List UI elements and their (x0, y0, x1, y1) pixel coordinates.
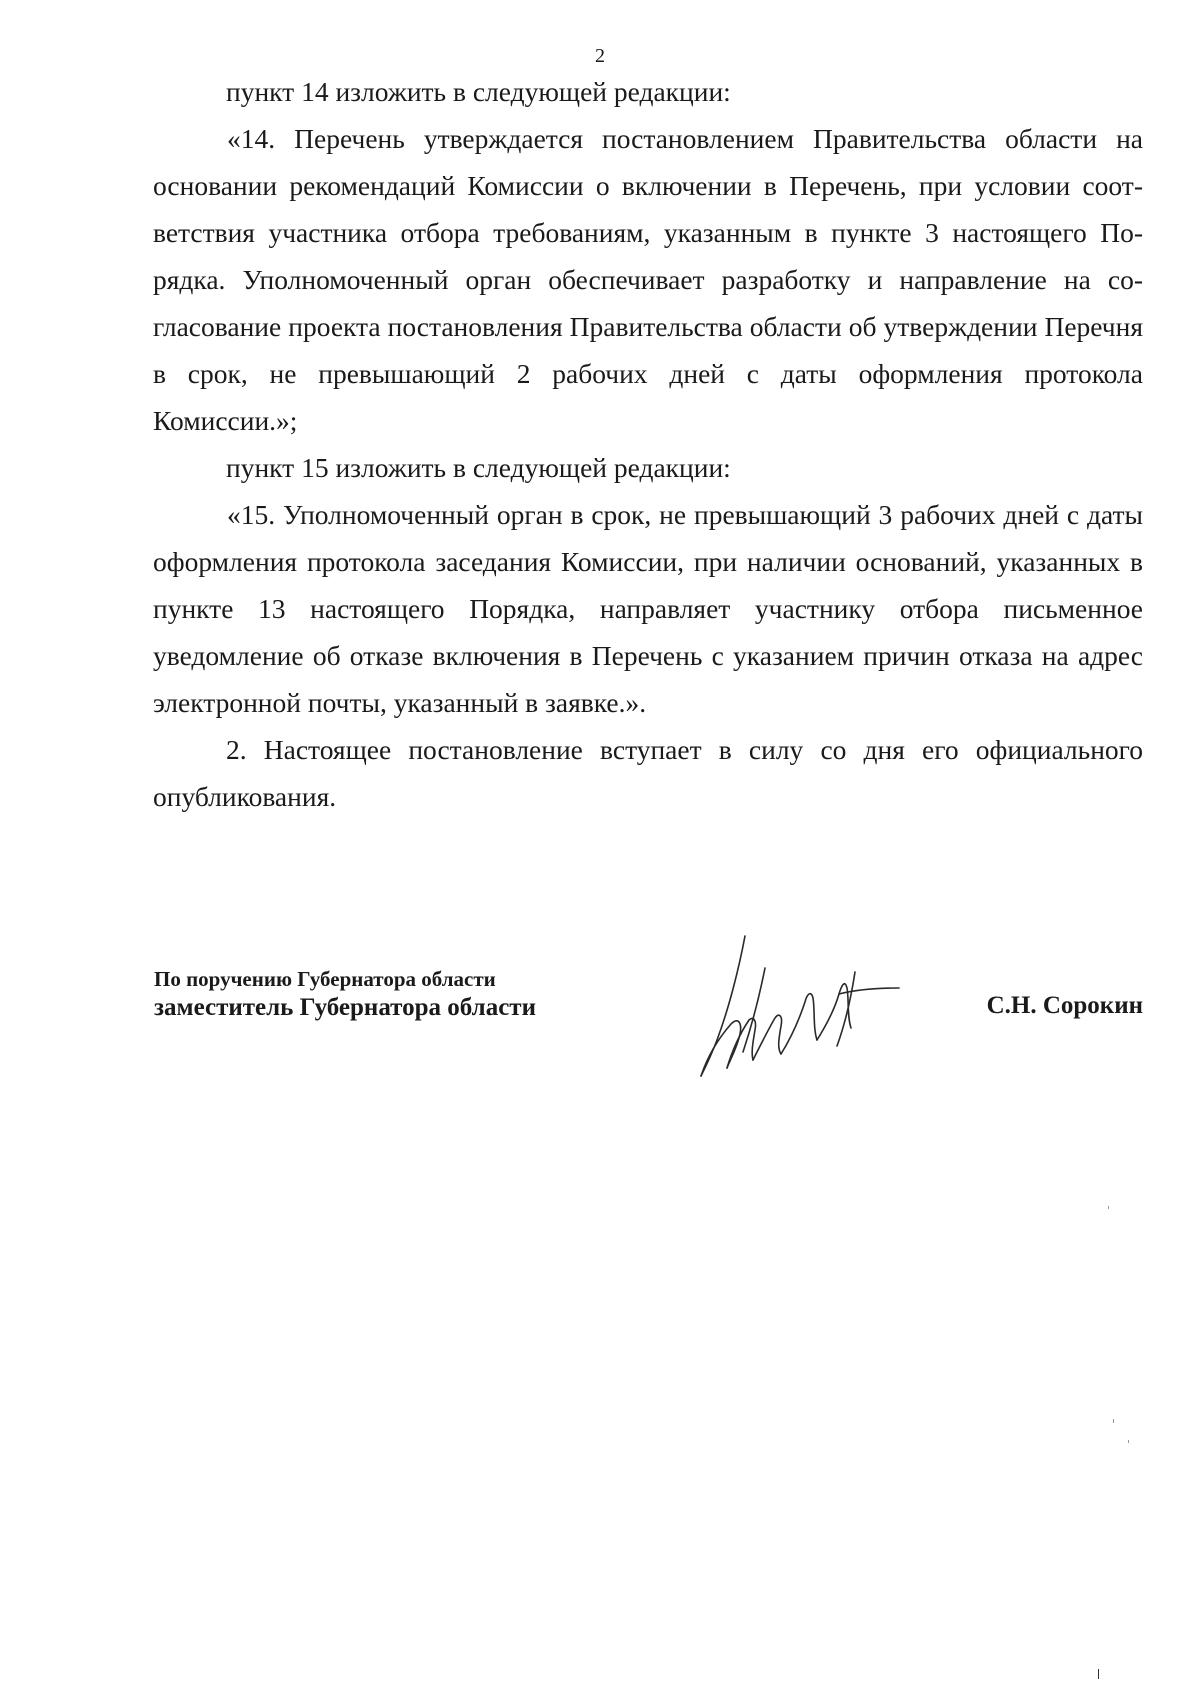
signatory-position: заместитель Губернатора области (154, 994, 536, 1021)
paragraph-amend-point-15: пункт 15 изложить в следующей редакции: (226, 452, 731, 483)
paragraph-entry-into-force: 2. Настоящее постановление вступает в силу со дня его официального опубликования. (153, 734, 1143, 812)
scan-artifact (1128, 1440, 1129, 1443)
signatory-authority-line: По поручению Губернатора области (154, 967, 496, 991)
scan-artifact (1108, 1206, 1109, 1209)
document-body (153, 68, 1143, 820)
scan-artifact (1113, 1419, 1114, 1423)
paragraph-amend-point-14: пункт 14 изложить в следующей редакции: (226, 76, 731, 107)
scan-artifact (1098, 1669, 1099, 1679)
paragraph-point-14-text: «14. Перечень утверждается постановлением Правительства области на основании рекомендаций Комиссии о включении в Перечень, при условии соответствия участника отбора требованиям, указанным в пункте 3 настоящего Порядка. Уполномоченный орган обеспечивает разработку и направление на согласование проекта постановления Правительства области об утверждении Перечня в срок, не превышающий 2 рабочих дней с даты оформления протокола Комиссии.»; (153, 123, 1143, 436)
signatory-name: С.Н. Сорокин (986, 992, 1143, 1019)
page-number: 2 (595, 45, 605, 67)
paragraph-point-15-text: «15. Уполномоченный орган в срок, не превышающий 3 рабочих дней с даты оформления протокола заседания Комиссии, при наличии оснований, указанных в пункте 13 настоящего Порядка, направляет участнику отбора письменное уведомление об отказе включения в Перечень с указанием причин отказа на адрес электронной почты, указанный в заявке.». (153, 499, 1143, 718)
signature-block (153, 950, 1143, 1070)
handwritten-signature (687, 928, 957, 1088)
